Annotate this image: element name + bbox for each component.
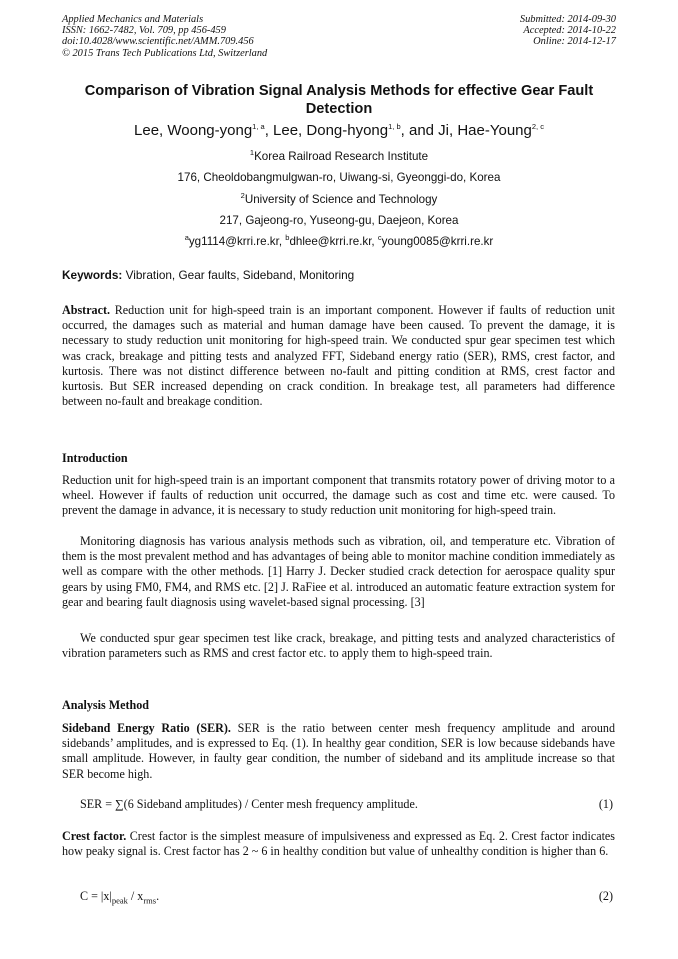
journal-info bbox=[62, 14, 267, 59]
intro-paragraph-1: Reduction unit for high-speed train is an important component that transmits rotatory power of driving motor to a wheel. However if faults of reduction unit occurred, the damage such as cost and time etc. were caused. To prevent the damage in advance, it is necessary to study reduction unit monitoring for high-speed train. bbox=[62, 473, 615, 518]
introduction-heading: Introduction bbox=[62, 451, 128, 465]
email-mark: b bbox=[285, 233, 290, 243]
doi-line: doi:10.4028/www.scientific.net/AMM.709.456 bbox=[62, 36, 254, 48]
author-emails bbox=[62, 235, 616, 248]
email: yg1114@krri.re.kr, bbox=[188, 235, 286, 248]
email-mark: a bbox=[184, 233, 189, 243]
keywords-label: Keywords: bbox=[62, 268, 123, 282]
email: dhlee@krri.re.kr, bbox=[289, 235, 378, 248]
affiliation-mark: 1 bbox=[249, 148, 255, 158]
email: young0085@krri.re.kr bbox=[381, 235, 494, 248]
author-affiliation-mark: 2, c bbox=[531, 122, 544, 131]
keywords-text: Vibration, Gear faults, Sideband, Monitoring bbox=[122, 268, 355, 282]
online-date: Online: 2014-12-17 bbox=[533, 36, 616, 48]
abstract-text: Reduction unit for high-speed train is an important component. However if faults of reduction unit occurred, the damages such as material and human damage have been caused. To prevent the damage, it is necessary to study reduction unit monitoring for high-speed train. We conducted spur gear specimen test which was crack, breakage and pitting tests and analyzed FFT, Sideband energy ratio (SER), RMS, crest factor, and kurtosis. There was not distinct difference between no-fault and pitting condition at RMS, crest factor and kurtosis. But SER increased depending on crack condition. In breakage test, all parameters had difference between no-fault and breakage condition. bbox=[62, 303, 615, 409]
ser-paragraph bbox=[62, 721, 615, 782]
equation-2-part: / x bbox=[127, 889, 144, 903]
abstract bbox=[62, 303, 615, 409]
author-separator: , and bbox=[400, 122, 439, 139]
publication-dates bbox=[520, 14, 616, 48]
equation-2 bbox=[80, 889, 613, 904]
intro-paragraph-3: We conducted spur gear specimen test like crack, breakage, and pitting tests and analyzed characteristics of vibration parameters such as RMS and crest factor etc. to apply them to high-speed train. bbox=[62, 631, 615, 661]
affiliation-2-address: 217, Gajeong-ro, Yuseong-gu, Daejeon, Korea bbox=[219, 214, 459, 227]
email-mark: c bbox=[377, 233, 382, 243]
equation-2-subscript: peak bbox=[111, 895, 128, 906]
ser-label: Sideband Energy Ratio (SER). bbox=[62, 721, 231, 735]
equation-2-part: C = |x| bbox=[80, 889, 112, 903]
abstract-label: Abstract. bbox=[62, 303, 111, 317]
author-affiliation-mark: 1, a bbox=[252, 122, 265, 131]
paper-title: Comparison of Vibration Signal Analysis Methods for effective Gear Fault Detection bbox=[84, 83, 594, 117]
author-separator: , bbox=[264, 122, 274, 139]
author-name: Ji, Hae-Young bbox=[438, 122, 532, 139]
crest-factor-label: Crest factor. bbox=[62, 829, 127, 843]
equation-2-subscript: rms bbox=[143, 895, 157, 906]
equation-2-part: . bbox=[156, 889, 160, 903]
affiliation-mark: 2 bbox=[240, 191, 245, 201]
crest-factor-paragraph bbox=[62, 829, 615, 859]
issn-line: ISSN: 1662-7482, Vol. 709, pp 456-459 bbox=[62, 25, 226, 37]
equation-2-formula bbox=[80, 889, 160, 906]
author-name: Lee, Dong-hyong bbox=[273, 122, 389, 139]
affiliation-1 bbox=[62, 150, 616, 163]
equation-1 bbox=[80, 797, 613, 812]
copyright-line: © 2015 Trans Tech Publications Ltd, Switzerland bbox=[62, 47, 268, 59]
equation-1-number: (1) bbox=[598, 797, 613, 811]
crest-factor-text: Crest factor is the simplest measure of impulsiveness and expressed as Eq. 2. Crest factor indicates how peaky signal is. Crest factor has 2 ~ 6 in healthy condition but value of unhealthy condition is higher than 6. bbox=[62, 829, 616, 859]
affiliation-name: Korea Railroad Research Institute bbox=[254, 150, 429, 163]
equation-1-formula: SER = ∑(6 Sideband amplitudes) / Center mesh frequency amplitude. bbox=[80, 797, 418, 811]
equation-2-number: (2) bbox=[598, 889, 613, 903]
analysis-method-heading: Analysis Method bbox=[62, 698, 150, 712]
affiliation-2 bbox=[62, 193, 616, 206]
submitted-date: Submitted: 2014-09-30 bbox=[519, 14, 616, 25]
author-affiliation-mark: 1, b bbox=[388, 122, 401, 131]
keywords bbox=[62, 268, 354, 282]
affiliation-name: University of Science and Technology bbox=[244, 193, 438, 206]
author-list bbox=[62, 121, 616, 141]
author-name: Lee, Woong-yong bbox=[134, 122, 253, 139]
ser-text: SER is the ratio between center mesh frequency amplitude and around sidebands’ amplitudes, and is expressed to Eq. (1). In healthy gear condition, SER is low because sidebands have small amplitude. However, in faulty gear condition, the number of sideband and its amplitude increase so that SER become high. bbox=[62, 721, 615, 781]
accepted-date: Accepted: 2014-10-22 bbox=[523, 25, 616, 37]
intro-paragraph-2: Monitoring diagnosis has various analysis methods such as vibration, oil, and temperature etc. Vibration of them is the most prevalent method and has advantages of being able to monitor machine condition immediately as well as compare with the other methods. [1] Harry J. Decker studied crack detection for aerospace quality spur gears by using FM0, FM4, and RMS etc. [2] J. RaFiee et al. introduced an automatic feature extraction system for gear and bearing fault diagnosis using wavelet-based signal processing. [3] bbox=[62, 534, 615, 609]
affiliation-1-address: 176, Cheoldobangmulgwan-ro, Uiwang-si, Gyeonggi-do, Korea bbox=[177, 171, 501, 184]
journal-name: Applied Mechanics and Materials bbox=[62, 14, 204, 25]
